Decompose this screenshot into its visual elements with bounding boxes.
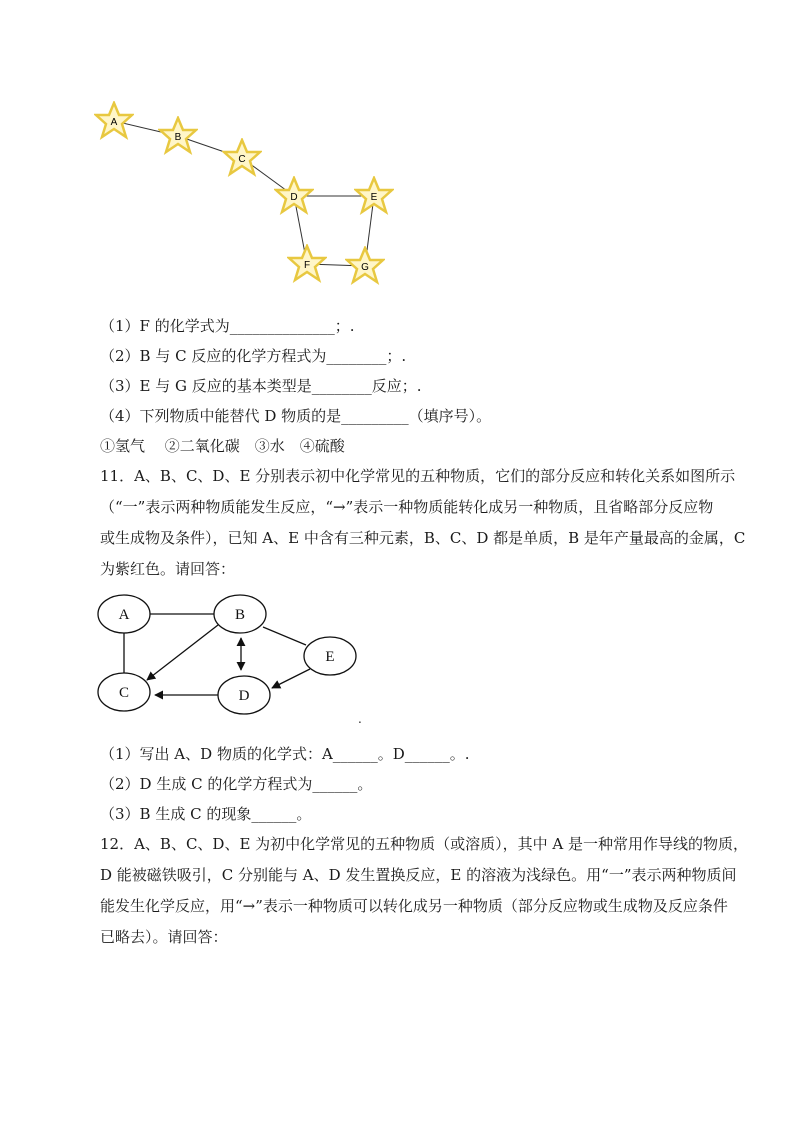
star-label-f: F <box>303 260 311 271</box>
q11-node-b: B <box>234 607 246 623</box>
star-label-a: A <box>110 117 118 128</box>
q11-sub3: （3）B 生成 C 的现象______。 <box>100 805 312 823</box>
q11-sub2: （2）D 生成 C 的化学方程式为______。 <box>100 775 373 793</box>
stray-dot: . <box>358 712 362 726</box>
star-label-e: E <box>370 192 378 203</box>
star-nodes <box>0 0 800 300</box>
q11-node-e: E <box>325 649 335 665</box>
q11-relation-diagram <box>0 585 800 730</box>
q10-options: ①氢气 ②二氧化碳 ③水 ④硫酸 <box>100 437 345 455</box>
star-node-a <box>94 101 134 141</box>
q11-stem-line4: 为紫红色。请回答： <box>100 560 236 578</box>
q10-sub1: （1）F 的化学式为______________；. <box>100 317 355 335</box>
star-label-d: D <box>290 192 298 203</box>
q12-stem-line3: 能发生化学反应，用“→”表示一种物质可以转化成另一种物质（部分反应物或生成物及反应条件 <box>100 897 728 915</box>
q10-sub3: （3）E 与 G 反应的基本类型是________反应；. <box>100 377 422 395</box>
star-label-g: G <box>361 262 369 273</box>
q10-sub2: （2）B 与 C 反应的化学方程式为________；. <box>100 347 407 365</box>
q11-sub1: （1）写出 A、D 物质的化学式：A______。D______。. <box>100 745 470 763</box>
star-node-e <box>354 176 394 216</box>
star-label-c: C <box>238 154 246 165</box>
q11-node-c: C <box>118 685 130 701</box>
q11-node-a: A <box>118 607 130 623</box>
star-node-f <box>287 244 327 284</box>
star-node-c <box>222 138 262 178</box>
q11-stem-line2: （“一”表示两种物质能发生反应，“→”表示一种物质能转化成另一种物质，且省略部分反应物 <box>100 498 714 516</box>
q12-stem-line2: D 能被磁铁吸引，C 分别能与 A、D 发生置换反应，E 的溶液为浅绿色。用“一”表示两种物质间 <box>100 866 737 884</box>
q12-stem-line4: 已略去）。请回答： <box>100 928 228 946</box>
q12-stem-line1: 12．A、B、C、D、E 为初中化学常见的五种物质（或溶质），其中 A 是一种常用作导线的物质， <box>100 835 749 853</box>
star-label-b: B <box>174 132 182 143</box>
star-node-b <box>158 116 198 156</box>
q11-stem-line1: 11．A、B、C、D、E 分别表示初中化学常见的五种物质，它们的部分反应和转化关系如图所示 <box>100 467 736 485</box>
q10-sub4: （4）下列物质中能替代 D 物质的是_________（填序号）。 <box>100 407 492 425</box>
star-node-g <box>345 246 385 286</box>
star-node-d <box>274 176 314 216</box>
q11-stem-line3: 或生成物及条件），已知 A、E 中含有三种元素，B、C、D 都是单质，B 是年产量最高的金属，C <box>100 529 746 547</box>
q11-node-d: D <box>238 688 250 704</box>
